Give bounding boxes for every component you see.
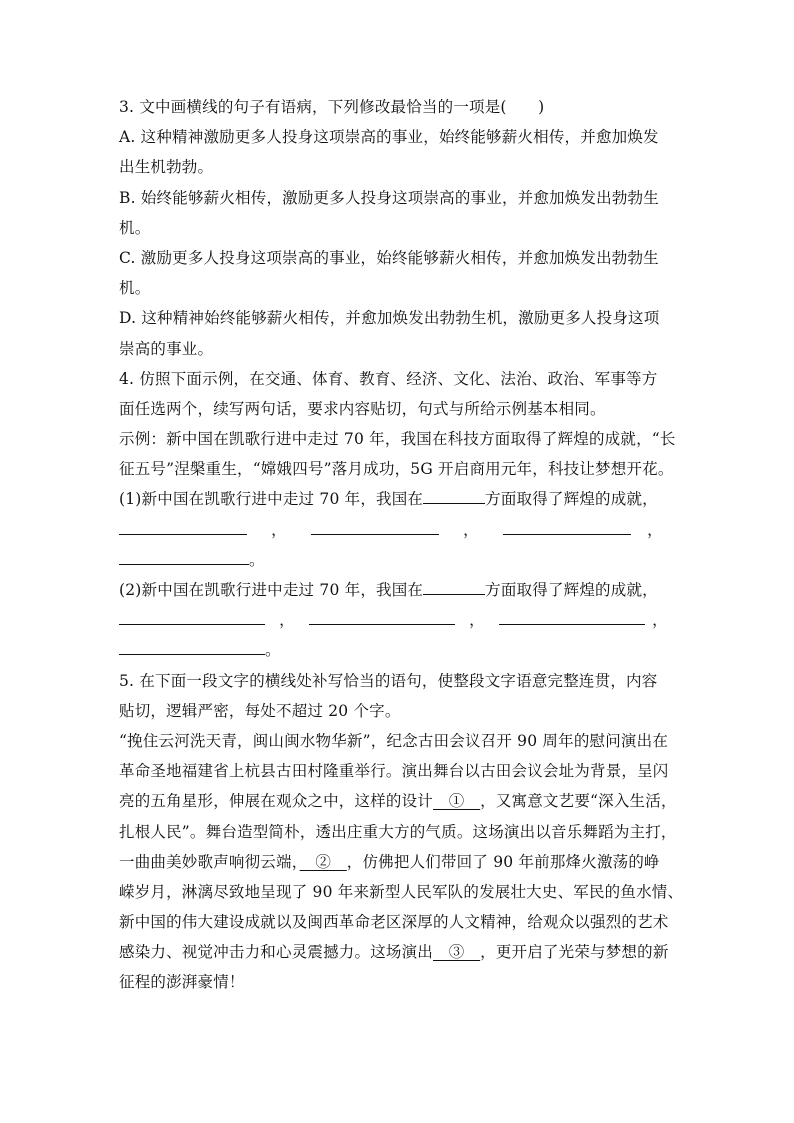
option-d-line1: D. 这种精神始终能够薪火相传，并愈加焕发出勃勃生机，激励更多人投身这项 bbox=[119, 309, 660, 328]
item-2-blank-b[interactable] bbox=[309, 606, 455, 625]
passage-line8 bbox=[119, 937, 679, 967]
item-2-field-blank[interactable] bbox=[423, 576, 485, 595]
passage-text: 一曲曲美妙歌声响彻云端， bbox=[119, 852, 300, 871]
comma: ， bbox=[652, 611, 668, 630]
period: 。 bbox=[265, 641, 281, 660]
passage-text: ，更开启了光荣与梦想的新 bbox=[480, 943, 669, 962]
blank-2[interactable]: ② bbox=[299, 852, 347, 871]
passage-text: ，又寓意文艺要“深入生活， bbox=[480, 792, 677, 811]
exam-page bbox=[119, 92, 684, 998]
item-1-blank-c[interactable] bbox=[503, 516, 631, 535]
passage-line3 bbox=[119, 786, 679, 816]
item-2-blank-a[interactable] bbox=[119, 606, 265, 625]
passage-line2: 革命圣地福建省上杭县古田村隆重举行。演出舞台以古田会议会址为背景，呈闪 bbox=[119, 762, 669, 781]
item-1-blank-a[interactable] bbox=[119, 516, 247, 535]
item-2-final-row bbox=[119, 635, 679, 665]
question-5-stem-line2: 贴切，逻辑严密，每处不超过 20 个字。 bbox=[119, 701, 401, 720]
option-d-line2: 崇高的事业。 bbox=[119, 339, 214, 358]
item-1-final-row bbox=[119, 545, 679, 575]
option-a-line2: 出生机勃勃。 bbox=[119, 158, 214, 177]
item-1-blanks-row bbox=[119, 515, 679, 545]
passage-line6: 嵘岁月，淋漓尽致地呈现了 90 年来新型人民军队的发展壮大史、军民的鱼水情、 bbox=[119, 882, 684, 901]
item-1-line bbox=[119, 484, 679, 514]
question-5-stem-line1: 5. 在下面一段文字的横线处补写恰当的语句，使整段文字语意完整连贯，内容 bbox=[119, 671, 658, 690]
option-a-line1: A. 这种精神激励更多人投身这项崇高的事业，始终能够薪火相传，并愈加焕发 bbox=[119, 128, 659, 147]
passage-line4: 扎根人民”。舞台造型简朴，透出庄重大方的气质。这场演出以音乐舞蹈为主打， bbox=[119, 822, 677, 841]
item-2-line bbox=[119, 575, 679, 605]
passage-line7: 新中国的伟大建设成就以及闽西革命老区深厚的人文精神，给观众以强烈的艺术 bbox=[119, 913, 669, 932]
option-c-line2: 机。 bbox=[119, 279, 151, 298]
passage-text: 亮的五角星形，伸展在观众之中，这样的设计 bbox=[119, 792, 434, 811]
item-1-field-blank[interactable] bbox=[423, 485, 485, 504]
period: 。 bbox=[249, 550, 265, 569]
option-b-line1: B. 始终能够薪火相传，激励更多人投身这项崇高的事业，并愈加焕发出勃勃生 bbox=[119, 188, 659, 207]
comma: ， bbox=[279, 611, 295, 630]
passage-text: ，仿佛把人们带回了 90 年前那烽火激荡的峥 bbox=[346, 852, 660, 871]
question-4-stem-line1: 4. 仿照下面示例，在交通、体育、教育、经济、文化、法治、政治、军事等方 bbox=[119, 369, 658, 388]
item-2-suffix: 方面取得了辉煌的成就， bbox=[485, 581, 658, 599]
question-3-stem: 3. 文中画横线的句子有语病，下列修改最恰当的一项是( ) bbox=[119, 98, 545, 116]
item-1-prefix: (1)新中国在凯歌行进中走过 70 年，我国在 bbox=[119, 490, 424, 509]
passage-line1: “挽住云河洗天青，闽山闽水物华新”，纪念古田会议召开 90 周年的慰问演出在 bbox=[119, 731, 669, 750]
comma: ， bbox=[647, 520, 663, 539]
option-b-line2: 机。 bbox=[119, 218, 151, 237]
item-2-prefix: (2)新中国在凯歌行进中走过 70 年，我国在 bbox=[119, 581, 424, 599]
passage-text: 感染力、视觉冲击力和心灵震撼力。这场演出 bbox=[119, 943, 434, 962]
item-2-blank-d[interactable] bbox=[119, 636, 265, 655]
comma: ， bbox=[469, 611, 485, 630]
item-1-blank-d[interactable] bbox=[119, 546, 249, 565]
blank-1[interactable]: ① bbox=[433, 792, 481, 811]
option-c-line1: C. 激励更多人投身这项崇高的事业，始终能够薪火相传，并愈加焕发出勃勃生 bbox=[119, 248, 659, 267]
question-4-stem-line2: 面任选两个，续写两句话，要求内容贴切，句式与所给示例基本相同。 bbox=[119, 399, 606, 418]
item-1-suffix: 方面取得了辉煌的成就， bbox=[485, 490, 658, 509]
blank-3[interactable]: ③ bbox=[433, 943, 481, 962]
example-line2: 征五号”涅槃重生，“嫦娥四号”落月成功，5G 开启商用元年，科技让梦想开花。 bbox=[119, 460, 674, 479]
passage-line5 bbox=[119, 847, 679, 877]
comma: ， bbox=[271, 520, 287, 539]
item-2-blank-c[interactable] bbox=[499, 606, 645, 625]
example-line1: 示例：新中国在凯歌行进中走过 70 年，我国在科技方面取得了辉煌的成就，“长 bbox=[119, 430, 676, 449]
passage-line9: 征程的澎湃豪情！ bbox=[119, 973, 245, 992]
item-2-blanks-row bbox=[119, 605, 679, 635]
comma: ， bbox=[463, 520, 479, 539]
item-1-blank-b[interactable] bbox=[311, 516, 439, 535]
